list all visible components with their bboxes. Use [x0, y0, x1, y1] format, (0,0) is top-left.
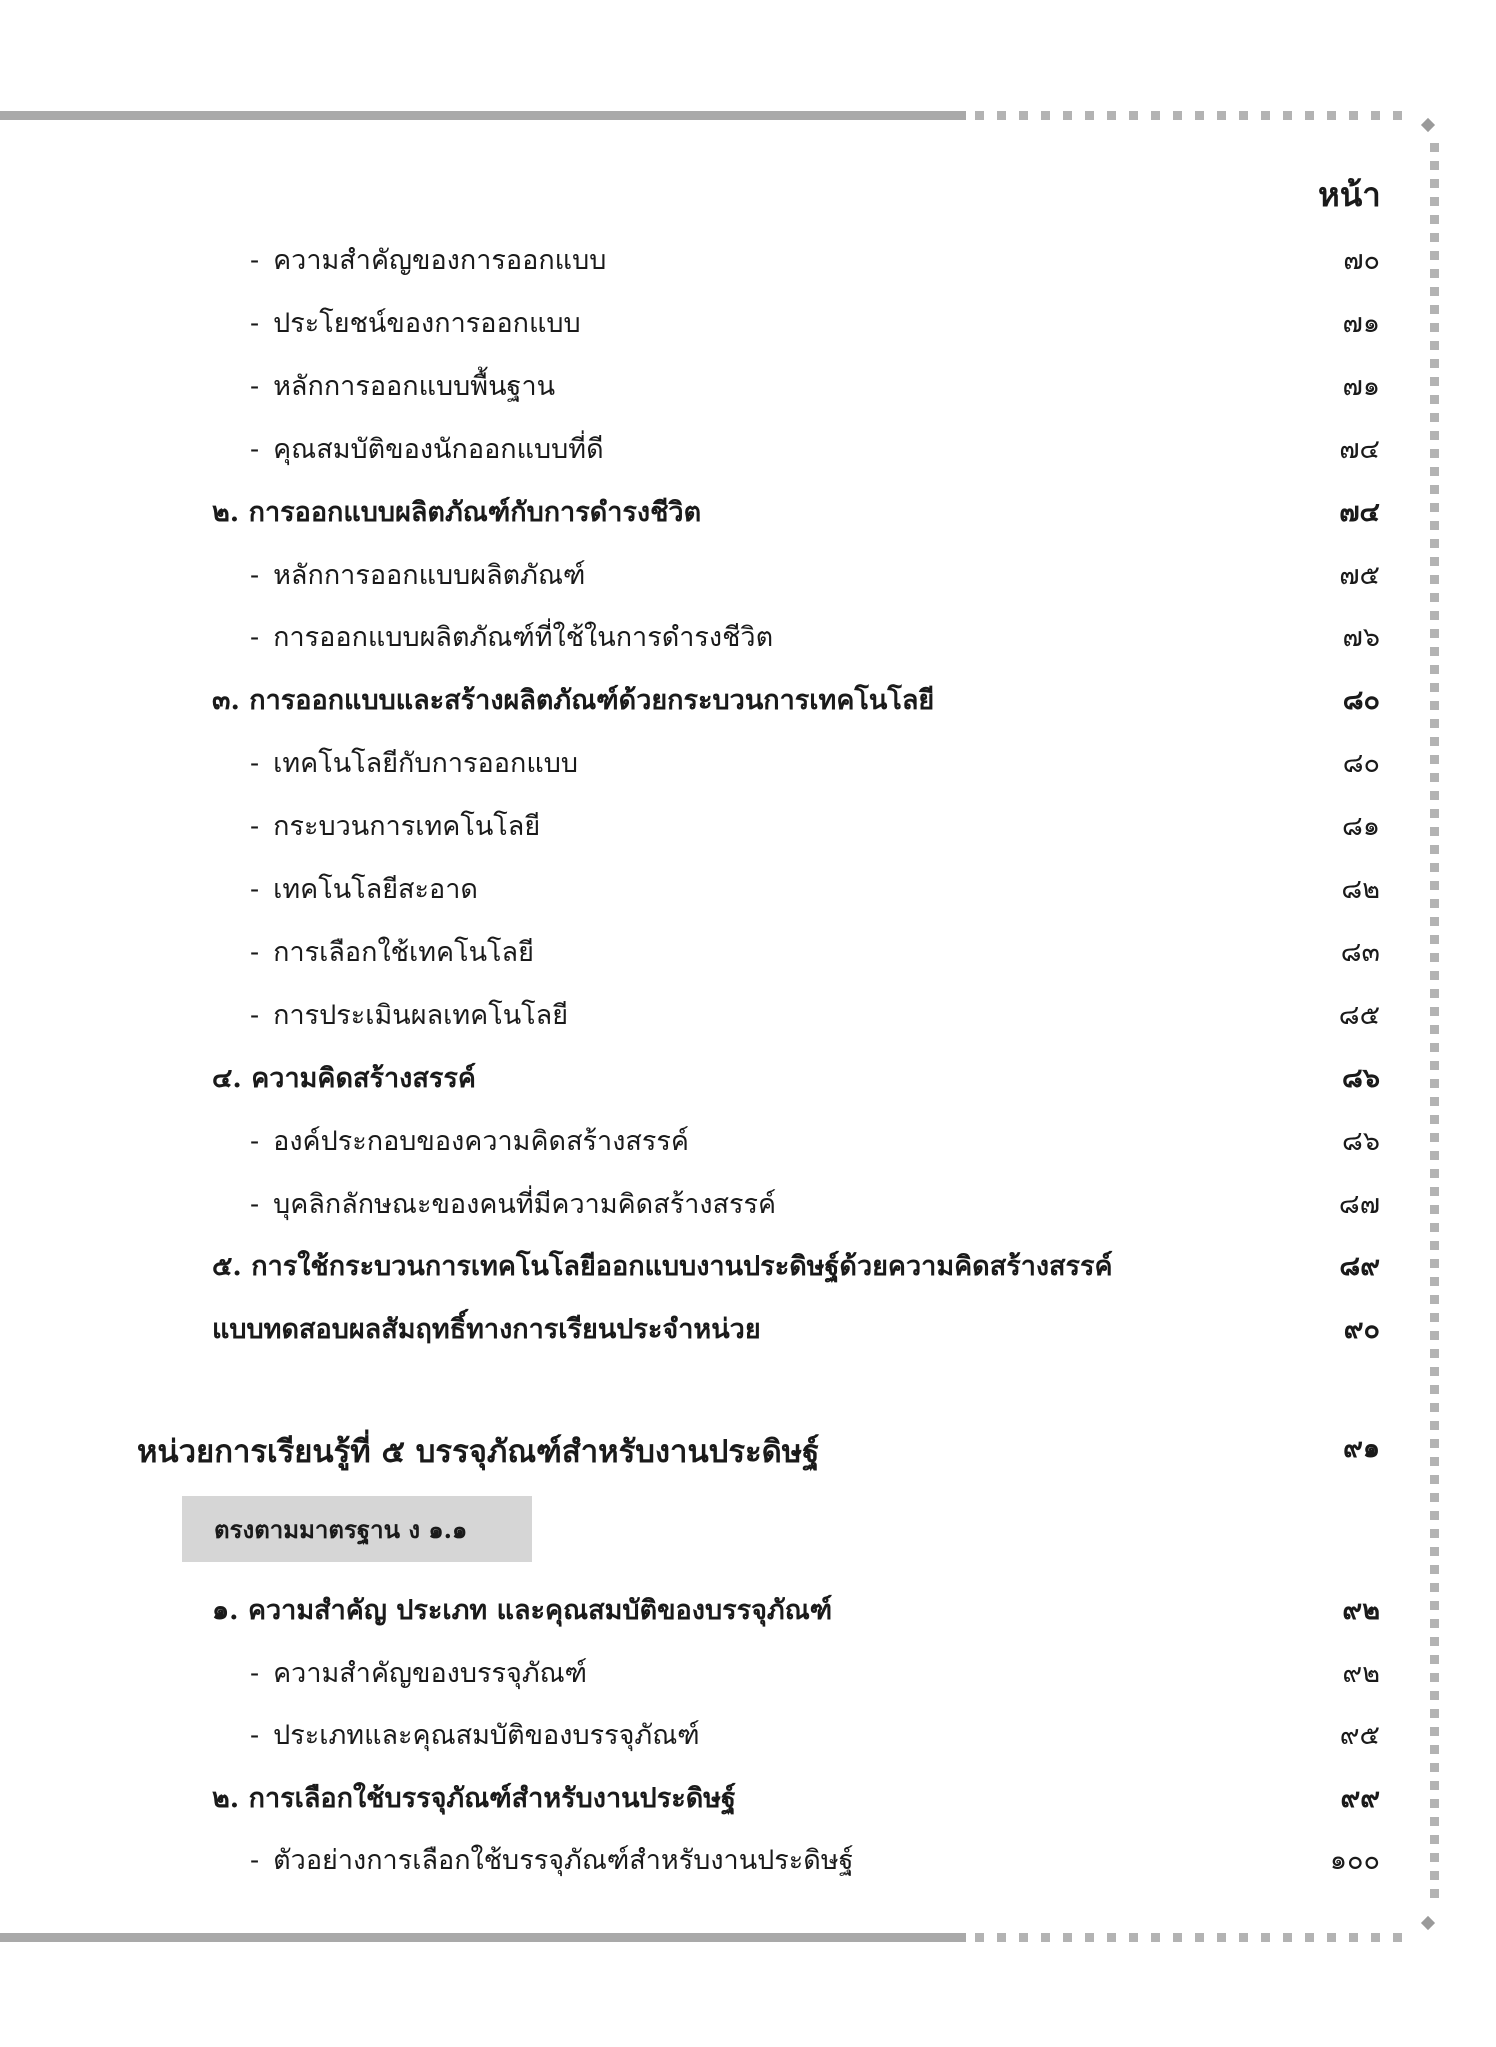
toc-subentry: [0, 301, 1380, 351]
toc-subentry: [0, 804, 1380, 854]
toc-subentry: [0, 930, 1380, 980]
toc-page-number: ๗๔: [1339, 496, 1380, 528]
toc-subentry: [0, 993, 1380, 1043]
toc-entry-label: - ประโยชน์ของการออกแบบ: [250, 301, 581, 344]
toc-entry-label: - ความสำคัญของการออกแบบ: [250, 238, 606, 281]
top-border-bar: [0, 111, 966, 120]
toc-page-number: ๘๖: [1342, 1062, 1380, 1094]
toc-page-number: ๘๐: [1342, 748, 1380, 780]
toc-page-number: ๙๕: [1339, 1720, 1380, 1751]
toc-subentry: [0, 1119, 1380, 1169]
toc-section-entry: [0, 1056, 1380, 1106]
toc-entry-label: - หลักการออกแบบผลิตภัณฑ์: [250, 553, 585, 596]
toc-subentry: [0, 615, 1380, 665]
toc-page-number: ๘๖: [1342, 1125, 1380, 1157]
right-dotted-border: [1430, 143, 1439, 1905]
standard-badge: ตรงตามมาตรฐาน ง ๑.๑: [182, 1496, 532, 1562]
toc-page-number: ๗๕: [1339, 559, 1380, 591]
toc-subentry: [0, 553, 1380, 603]
toc-page-number: ๘๓: [1340, 936, 1380, 968]
toc-subentry: [0, 741, 1380, 791]
top-dotted-border: [975, 111, 1405, 120]
toc-page-number: ๘๕: [1338, 999, 1380, 1031]
toc-page-number: ๙๒: [1342, 1595, 1380, 1626]
toc-entry-label: ๓. การออกแบบและสร้างผลิตภัณฑ์ด้วยกระบวนการเทคโนโลยี: [212, 685, 935, 717]
toc-page-number: ๘๐: [1342, 685, 1380, 717]
toc-unit-heading: [0, 1426, 1380, 1476]
bottom-dotted-border: [975, 1933, 1405, 1942]
toc-page-number: ๗๔: [1339, 433, 1380, 465]
toc-page-number: ๗๑: [1342, 307, 1380, 339]
page-column-header: หน้า: [1318, 175, 1381, 214]
top-right-corner-ornament: [1421, 118, 1435, 132]
toc-subentry: [0, 1651, 1380, 1701]
toc-entry-label: ๔. ความคิดสร้างสรรค์: [212, 1062, 476, 1094]
toc-subentry: [0, 1838, 1380, 1888]
toc-entry-label: - บุคลิกลักษณะของคนที่มีความคิดสร้างสรรค์: [250, 1182, 776, 1225]
toc-entry-label: แบบทดสอบผลสัมฤทธิ์ทางการเรียนประจำหน่วย: [212, 1314, 761, 1346]
unit-title: หน่วยการเรียนรู้ที่ ๕ บรรจุภัณฑ์สำหรับงานประดิษฐ์: [137, 1434, 820, 1470]
toc-section-entry: [0, 1776, 1380, 1826]
toc-entry-label: - องค์ประกอบของความคิดสร้างสรรค์: [250, 1119, 689, 1162]
unit-page-number: ๙๑: [1343, 1433, 1380, 1464]
toc-subentry: [0, 238, 1380, 288]
toc-page-number: ๘๗: [1338, 1188, 1380, 1220]
toc-subentry: [0, 867, 1380, 917]
toc-entry-label: - ความสำคัญของบรรจุภัณฑ์: [250, 1651, 587, 1694]
toc-page-number: ๗๐: [1343, 245, 1380, 276]
toc-page-number: ๘๒: [1341, 874, 1380, 905]
toc-subentry: [0, 364, 1380, 414]
toc-page-number: ๗๑: [1342, 370, 1380, 402]
toc-entry-label: - การประเมินผลเทคโนโลยี: [250, 993, 568, 1036]
toc-entry-label: - การออกแบบผลิตภัณฑ์ที่ใช้ในการดำรงชีวิต: [250, 615, 773, 658]
toc-page-number: ๘๙: [1339, 1251, 1380, 1283]
toc-subentry: [0, 1713, 1380, 1763]
bottom-right-corner-ornament: [1421, 1916, 1435, 1930]
toc-section-entry: [0, 1588, 1380, 1638]
toc-page-number: ๗๖: [1342, 622, 1380, 654]
toc-section-entry: [0, 678, 1380, 728]
toc-entry-label: - ตัวอย่างการเลือกใช้บรรจุภัณฑ์สำหรับงานประดิษฐ์: [250, 1838, 854, 1881]
toc-page-number: ๘๑: [1342, 811, 1380, 843]
toc-section-entry: [0, 1307, 1380, 1357]
toc-entry-label: ๒. การเลือกใช้บรรจุภัณฑ์สำหรับงานประดิษฐ์: [212, 1782, 736, 1814]
toc-page-number: ๙๒: [1342, 1657, 1380, 1689]
toc-entry-label: ๑. ความสำคัญ ประเภท และคุณสมบัติของบรรจุภัณฑ์: [212, 1595, 833, 1626]
toc-section-entry: [0, 1244, 1380, 1294]
toc-entry-label: - การเลือกใช้เทคโนโลยี: [250, 930, 534, 973]
toc-page-number: ๙๐: [1343, 1314, 1380, 1346]
toc-section-entry: [0, 490, 1380, 540]
toc-page-number: ๙๙: [1340, 1782, 1380, 1814]
toc-entry-label: - คุณสมบัติของนักออกแบบที่ดี: [250, 427, 604, 470]
toc-entry-label: - เทคโนโลยีกับการออกแบบ: [250, 741, 578, 784]
toc-subentry: [0, 427, 1380, 477]
toc-subentry: [0, 1182, 1380, 1232]
toc-entry-label: ๕. การใช้กระบวนการเทคโนโลยีออกแบบงานประดิษฐ์ด้วยความคิดสร้างสรรค์: [212, 1251, 1113, 1283]
toc-entry-label: - กระบวนการเทคโนโลยี: [250, 804, 540, 847]
bottom-border-bar: [0, 1933, 966, 1942]
toc-entry-label: ๒. การออกแบบผลิตภัณฑ์กับการดำรงชีวิต: [212, 496, 702, 528]
toc-entry-label: - เทคโนโลยีสะอาด: [250, 867, 478, 910]
toc-entry-label: - หลักการออกแบบพื้นฐาน: [250, 364, 555, 407]
toc-page-number: ๑๐๐: [1329, 1845, 1380, 1876]
toc-entry-label: - ประเภทและคุณสมบัติของบรรจุภัณฑ์: [250, 1713, 700, 1756]
